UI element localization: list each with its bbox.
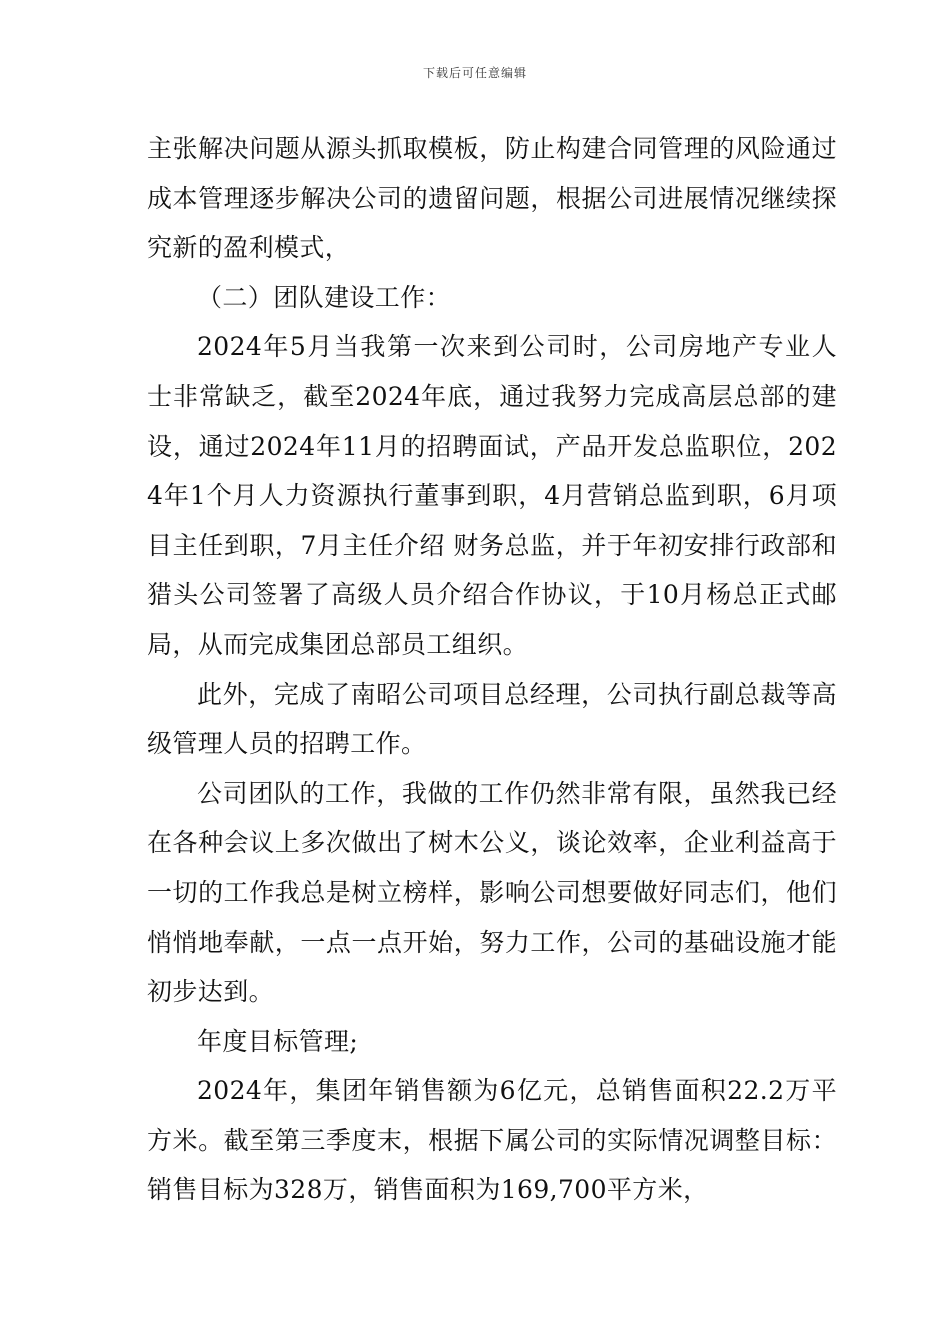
- page-header: 下载后可任意编辑: [422, 66, 527, 80]
- paragraph-4: 此外，完成了南昭公司项目总经理，公司执行副总裁等高级管理人员的招聘工作。: [147, 679, 837, 759]
- paragraph-3: 2024年5月当我第一次来到公司时，公司房地产专业人士非常缺乏，截至2024年底，通过我努力完成高层总部的建设，通过2024年11月的招聘面试，产品开发总监职位，2024年1个月人力资源执行董事到职，4月营销总监到职，6月项目主任到职，7月主任介绍 财务总监，并于年初安排行政部和猎头公司签署了高级人员介绍合作协议，于10月杨总正式邮局，从而完成集团总部员工组织。: [147, 332, 837, 659]
- section-heading-team-building: （二）团队建设工作：: [197, 282, 452, 312]
- paragraph-1: 主张解决问题从源头抓取模板，防止构建合同管理的风险通过成本管理逐步解决公司的遗留问题，根据公司进展情况继续探究新的盈利模式，: [147, 134, 837, 263]
- paragraph-7: 2024年，集团年销售额为6亿元，总销售面积22.2万平方米。截至第三季度末，根据下属公司的实际情况调整目标：销售目标为328万，销售面积为169,700平方米，: [147, 1076, 837, 1205]
- document-body: [147, 124, 837, 1215]
- paragraph-5: 公司团队的工作，我做的工作仍然非常有限，虽然我已经在各种会议上多次做出了树木公义，谈论效率，企业利益高于一切的工作我总是树立榜样，影响公司想要做好同志们，他们悄悄地奉献，一点一点开始，努力工作，公司的基础设施才能初步达到。: [147, 778, 837, 1007]
- paragraph-annual-goals: 年度目标管理;: [197, 1026, 359, 1056]
